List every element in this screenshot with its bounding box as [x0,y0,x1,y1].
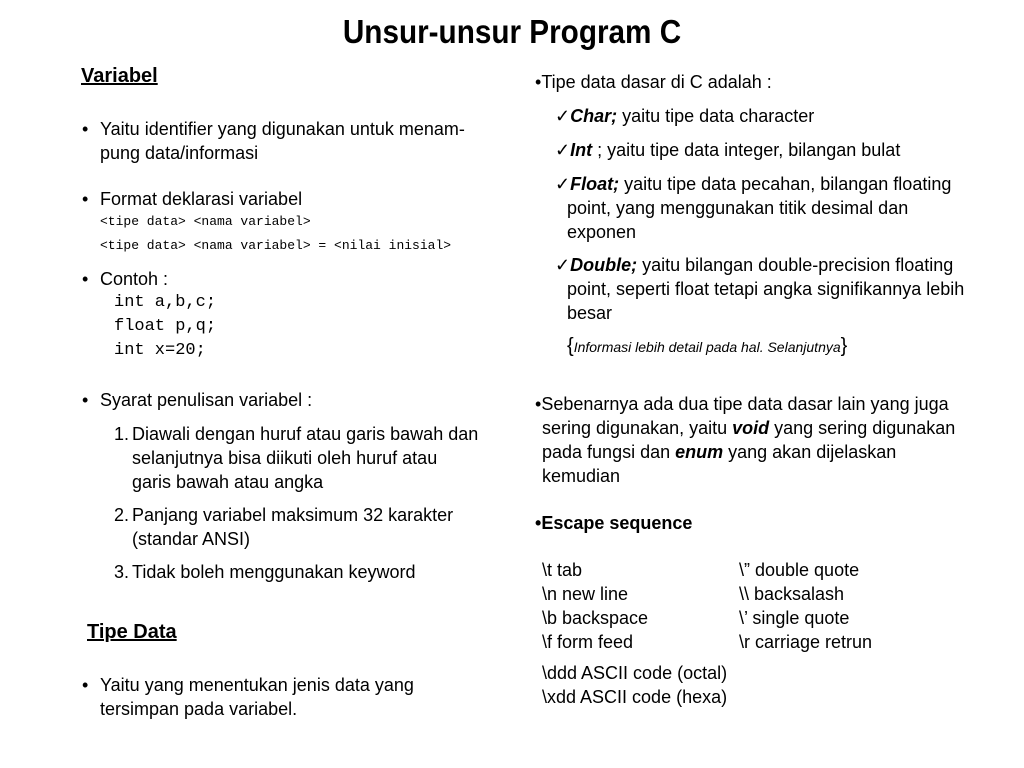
text-line: Yaitu yang menentukan jenis data yang [100,675,414,695]
text-line: garis bawah atau angka [132,472,324,492]
type-name: Double; [570,255,638,275]
rule-1 [114,422,478,494]
text-line: selanjutnya bisa diikuti oleh huruf atau [132,448,438,468]
bullet-dot: • [82,189,89,209]
bullet-dot: • [82,119,89,139]
escape-code: \f form feed [542,632,634,652]
type-name: Float; [570,174,620,194]
code-line: float p,q; [114,317,217,336]
code-line: int x=20; [114,341,206,360]
bullet-dot: • [535,394,542,414]
rule-3 [114,560,416,584]
rule-2 [114,503,453,551]
bullet-syarat: Syarat penulisan variabel : [100,390,313,410]
text-line: point, seperti float tetapi angka signifikannya lebih [567,279,965,299]
bullet-dot: • [535,513,542,533]
bullet-dot: • [82,675,89,695]
text-line: tersimpan pada variabel. [100,699,298,719]
text-fragment: yang akan dijelaskan [723,442,897,462]
slide-title: Unsur-unsur Program C [342,13,682,50]
info-note [567,334,847,359]
format-line: <tipe data> <nama variabel> [100,214,311,229]
type-desc: yaitu tipe data pecahan, bilangan floating [619,174,952,194]
check-icon: ✓ [555,106,571,126]
text-fragment: sering digunakan, yaitu [542,418,733,438]
text-line: point, yang menggunakan titik desimal dan [567,198,909,218]
check-icon: ✓ [555,255,571,275]
rule-number: 1. [114,424,130,444]
code-example [114,291,216,363]
type-desc: yaitu bilangan double-precision floating [637,255,954,275]
escape-table [542,558,872,654]
escape-row [542,582,872,606]
bullet-format: Format deklarasi variabel [100,189,303,209]
text-line: Diawali dengan huruf atau garis bawah dan [132,424,479,444]
paragraph-other-types [535,392,955,488]
escape-code: \n new line [542,584,629,604]
type-float [555,172,951,244]
text-line: Panjang variabel maksimum 32 karakter [132,505,454,525]
escape-heading [535,511,692,535]
rule-number: 2. [114,505,130,525]
escape-row [542,558,872,582]
text-line: \ddd ASCII code (octal) [542,663,728,683]
brace-open: { [567,335,574,357]
text-line: Tidak boleh menggunakan keyword [132,562,416,582]
text-line: exponen [567,222,637,242]
keyword-enum: enum [675,442,724,462]
type-name: Int [570,140,593,160]
variabel-heading: Variabel [81,65,158,87]
type-char [555,104,814,128]
brace-close: } [840,335,848,357]
bullet-dot: • [535,72,542,92]
escape-code: \” double quote [739,560,860,580]
text-line: \xdd ASCII code (hexa) [542,687,728,707]
text-line: (standar ANSI) [132,529,251,549]
text-line: Yaitu identifier yang digunakan untuk menam- [100,119,465,139]
check-icon: ✓ [555,140,571,160]
escape-code: \r carriage retrun [739,632,873,652]
rule-number: 3. [114,562,130,582]
intro-text: Tipe data dasar di C adalah : [541,72,772,92]
escape-heading-text: Escape sequence [541,513,693,533]
ascii-codes [542,661,727,709]
bullet-tipe-data [100,673,414,721]
tipe-data-heading: Tipe Data [87,621,177,643]
type-desc: ; yaitu tipe data integer, bilangan bulat [592,140,901,160]
type-double [555,253,964,325]
text-line: besar [567,303,613,323]
bullet-contoh: Contoh : [100,269,169,289]
check-icon: ✓ [555,174,571,194]
bullet-identifier [100,117,465,165]
info-text: Informasi lebih detail pada hal. Selanjutnya [573,339,841,355]
type-name: Char; [570,106,618,126]
text-line: Sebenarnya ada dua tipe data dasar lain yang juga [541,394,949,414]
code-line: int a,b,c; [114,293,217,312]
intro-line [535,70,772,94]
escape-row [542,630,872,654]
text-line: kemudian [542,466,621,486]
escape-code: \’ single quote [739,608,850,628]
format-lines [100,210,451,258]
format-line: <tipe data> <nama variabel> = <nilai inisial> [100,238,452,253]
text-line: pung data/informasi [100,143,259,163]
type-int [555,138,900,162]
escape-code: \t tab [542,560,583,580]
type-desc: yaitu tipe data character [617,106,815,126]
bullet-dot: • [82,269,89,289]
text-fragment: pada fungsi dan [542,442,676,462]
keyword-void: void [732,418,770,438]
bullet-dot: • [82,390,89,410]
text-fragment: yang sering digunakan [769,418,956,438]
escape-code: \b backspace [542,608,649,628]
escape-code: \\ backsalash [739,584,845,604]
escape-row [542,606,872,630]
